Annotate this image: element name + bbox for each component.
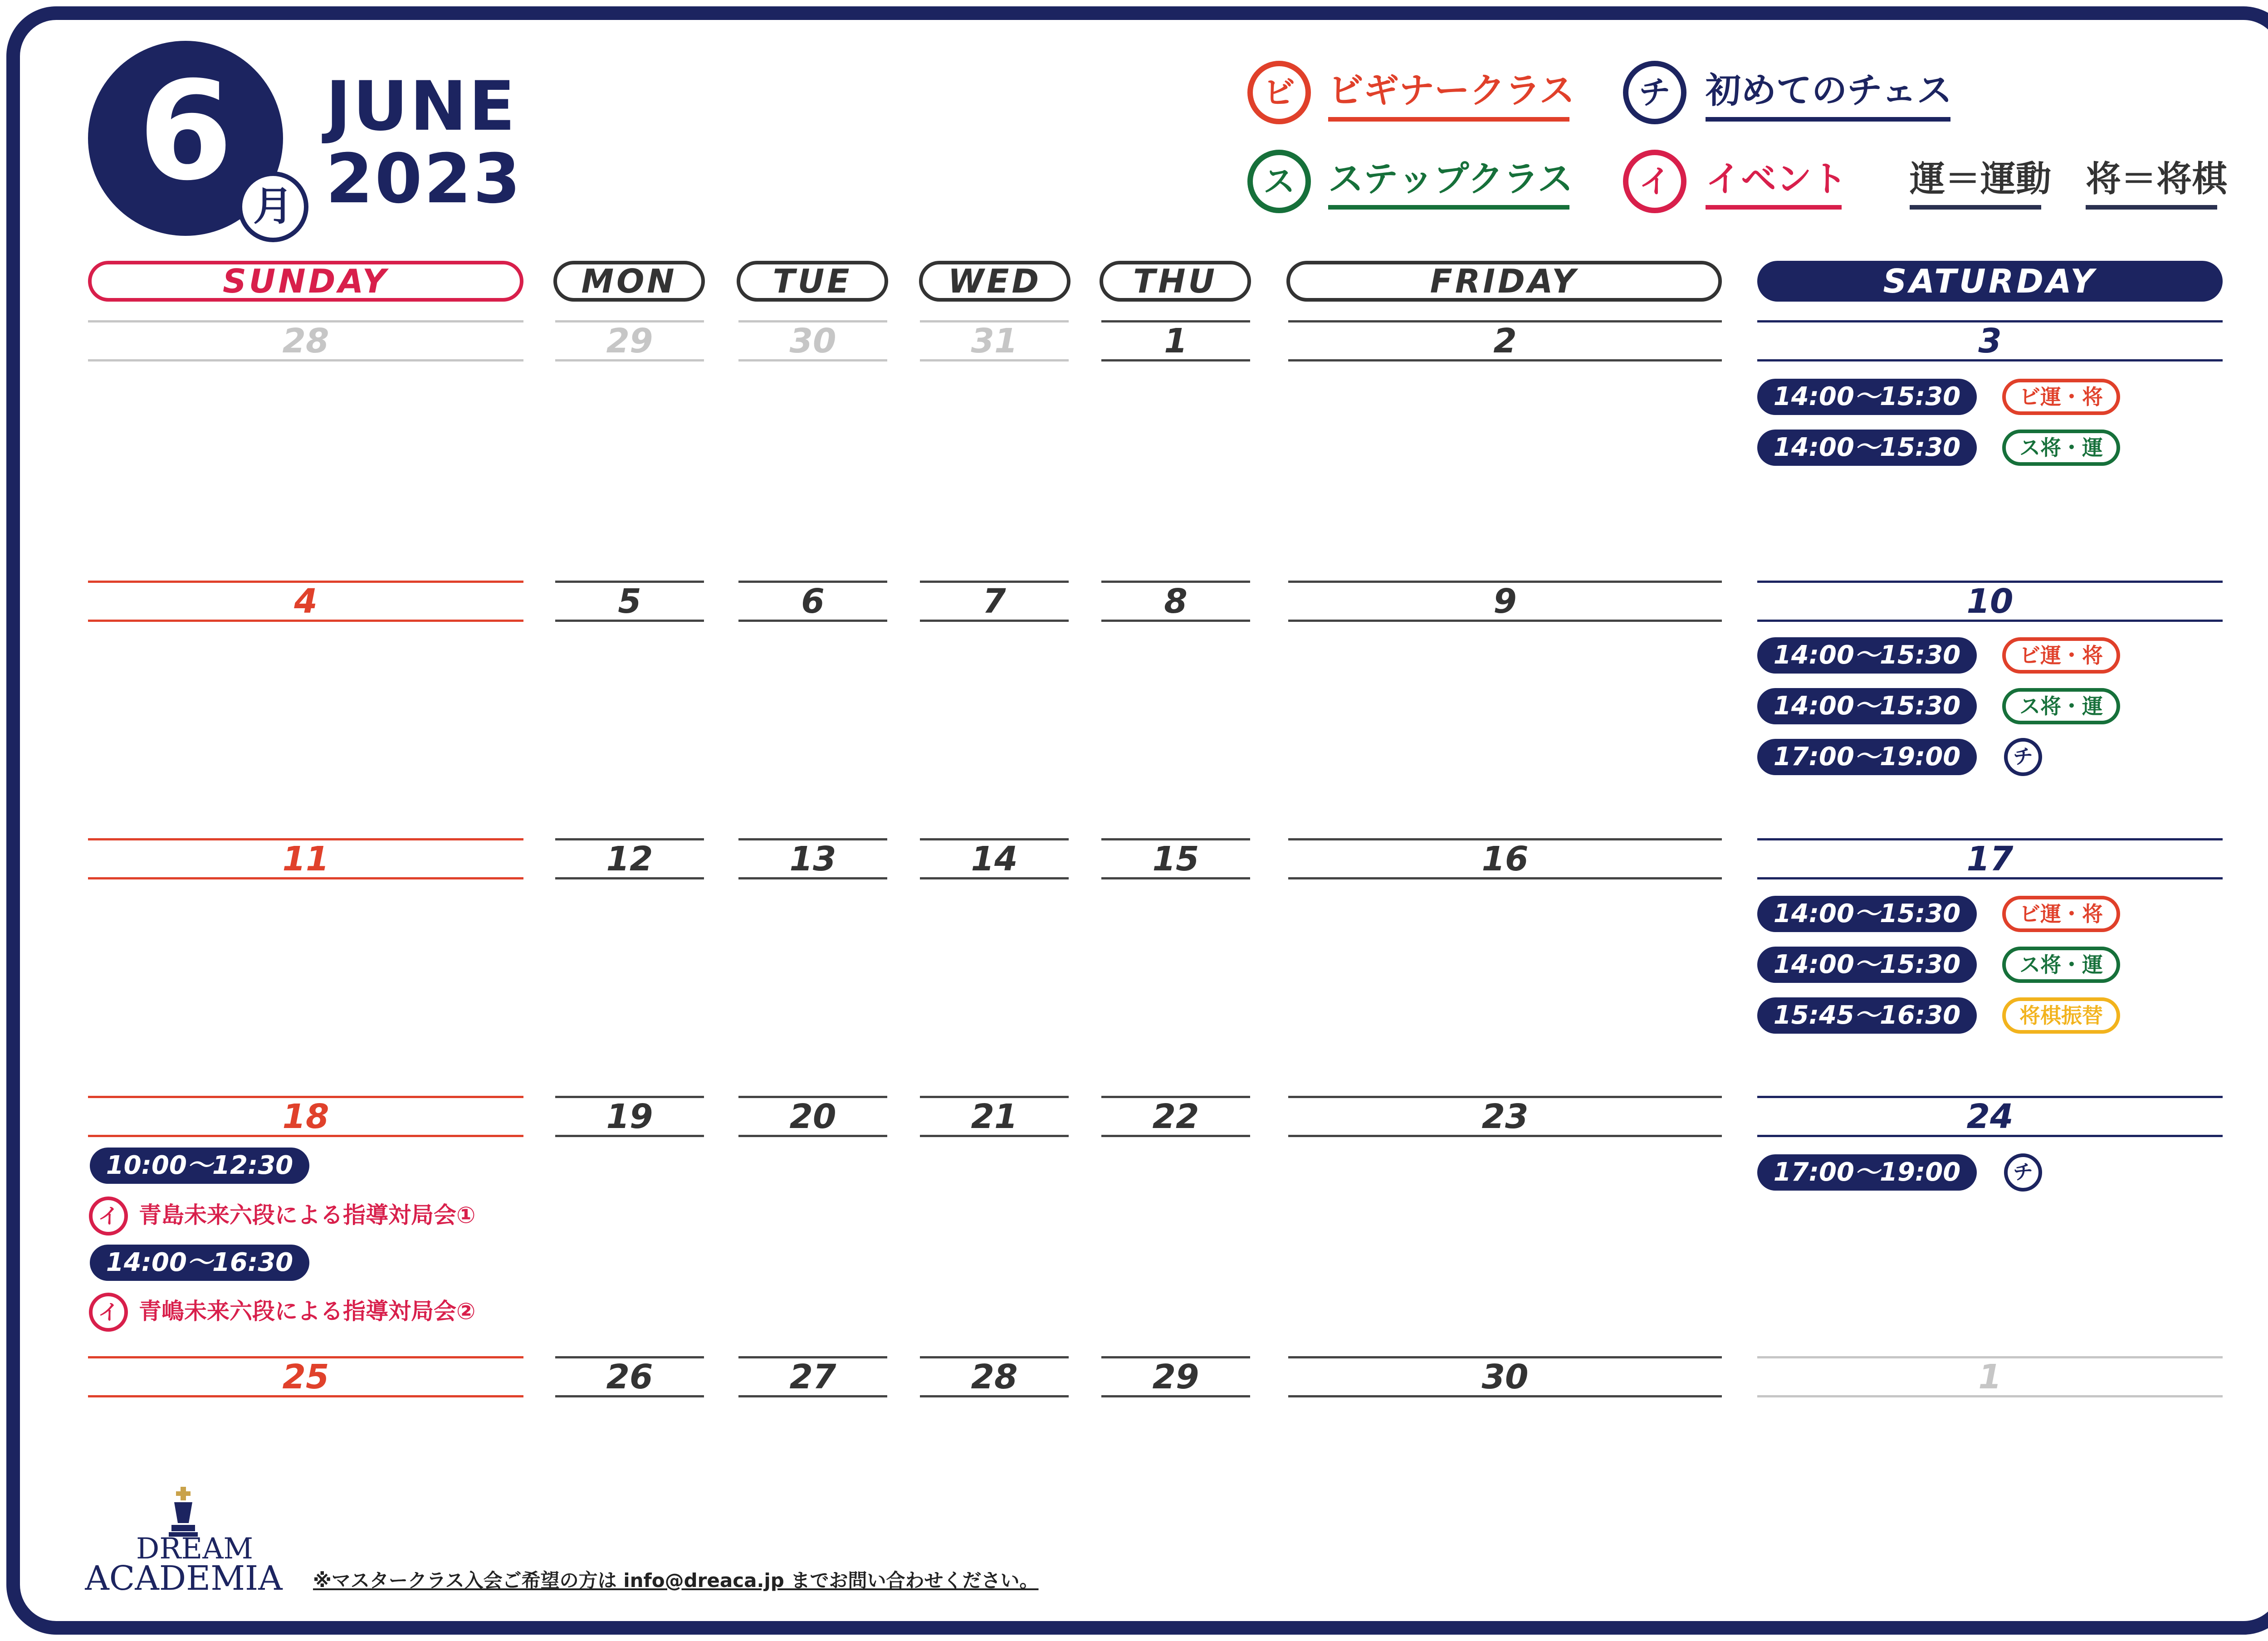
event-time: 10:00〜12:30 <box>90 1148 309 1184</box>
weekday-header-monday: MON <box>553 261 705 302</box>
weekday-header-sunday: SUNDAY <box>88 261 523 302</box>
date-number: 29 <box>1152 1358 1199 1397</box>
chess-king-logo-icon <box>168 1487 199 1537</box>
class-tag: ス将・運 <box>2002 947 2120 983</box>
date-number: 11 <box>282 840 329 879</box>
month-number: 6 <box>138 52 233 210</box>
date-number: 28 <box>971 1358 1018 1397</box>
date-number: 14 <box>971 840 1018 879</box>
event-time: 14:00〜15:30 <box>1757 637 1977 674</box>
date-number: 20 <box>789 1097 836 1136</box>
legend-step-label: ステップクラス <box>1328 159 1573 200</box>
date-number: 12 <box>606 840 653 879</box>
date-number: 28 <box>282 322 329 361</box>
event-title: 青島未来六段による指導対局会① <box>139 1202 476 1228</box>
legend-chess-label: 初めてのチェス <box>1706 70 1952 111</box>
class-tag: ス将・運 <box>2002 688 2120 724</box>
class-tag: 将棋振替 <box>2002 997 2120 1034</box>
legend-shogi-abbrev: 将＝将棋 <box>2086 159 2228 200</box>
footer-note: ※マスタークラス入会ご希望の方は info@dreaca.jp までお問い合わせください。 <box>313 1569 1039 1592</box>
event-badge-icon: イ <box>1623 150 1686 213</box>
event-time: 14:00〜15:30 <box>1757 947 1977 983</box>
legend-underline <box>1706 205 1842 210</box>
date-number: 8 <box>1164 582 1188 621</box>
date-number: 7 <box>982 582 1006 621</box>
chess-badge-icon: チ <box>1623 61 1686 124</box>
legend-underline <box>2086 205 2217 210</box>
chess-class-badge-icon: チ <box>2004 1153 2042 1192</box>
legend-underline <box>1706 117 1950 122</box>
weekday-header-saturday: SATURDAY <box>1757 261 2223 302</box>
legend-event-label: イベント <box>1706 159 1848 200</box>
date-number: 15 <box>1152 840 1199 879</box>
event-time: 14:00〜15:30 <box>1757 688 1977 724</box>
date-number: 13 <box>789 840 836 879</box>
date-number: 25 <box>282 1358 329 1397</box>
date-number: 30 <box>1481 1358 1529 1397</box>
weekday-header-wednesday: WED <box>919 261 1070 302</box>
event-time: 14:00〜16:30 <box>90 1245 309 1281</box>
date-number: 19 <box>606 1097 653 1136</box>
event-title: 青嶋未来六段による指導対局会② <box>139 1298 476 1324</box>
logo-text-dream: DREAM <box>136 1532 253 1566</box>
logo-text-academia: ACADEMIA <box>85 1559 283 1598</box>
date-number: 6 <box>801 582 825 621</box>
date-number: 27 <box>789 1358 836 1397</box>
legend-underline <box>1328 205 1569 210</box>
event-time: 15:45〜16:30 <box>1757 997 1977 1034</box>
beginner-badge-icon: ビ <box>1247 61 1311 124</box>
event-time: 14:00〜15:30 <box>1757 896 1977 932</box>
date-number: 29 <box>606 322 653 361</box>
date-number: 9 <box>1493 582 1517 621</box>
legend-beginner-label: ビギナークラス <box>1328 70 1575 111</box>
step-badge-icon: ス <box>1247 150 1311 213</box>
date-number: 4 <box>294 582 318 621</box>
date-number: 1 <box>1164 322 1188 361</box>
year: 2023 <box>326 140 523 219</box>
date-number: 10 <box>1966 582 2014 621</box>
chess-class-badge-icon: チ <box>2004 738 2042 776</box>
class-tag: ビ運・将 <box>2002 637 2120 674</box>
date-number: 23 <box>1481 1097 1529 1136</box>
weekday-header-friday: FRIDAY <box>1286 261 1722 302</box>
class-tag: ビ運・将 <box>2002 896 2120 932</box>
class-tag: ス将・運 <box>2002 430 2120 466</box>
event-time: 14:00〜15:30 <box>1757 430 1977 466</box>
date-number: 5 <box>618 582 641 621</box>
date-number: 16 <box>1481 840 1529 879</box>
weekday-header-tuesday: TUE <box>737 261 888 302</box>
date-number: 1 <box>1978 1358 2002 1397</box>
date-number: 30 <box>789 322 836 361</box>
month-name: JUNE <box>326 67 517 146</box>
legend-underline <box>1910 205 2041 210</box>
date-number: 18 <box>282 1097 329 1136</box>
weekday-header-thursday: THU <box>1100 261 1251 302</box>
date-number: 31 <box>971 322 1018 361</box>
event-time: 14:00〜15:30 <box>1757 379 1977 415</box>
date-number: 3 <box>1978 322 2002 361</box>
date-number: 26 <box>606 1358 653 1397</box>
event-time: 17:00〜19:00 <box>1757 1154 1977 1191</box>
event-time: 17:00〜19:00 <box>1757 739 1977 775</box>
date-number: 22 <box>1152 1097 1199 1136</box>
event-badge-icon: イ <box>89 1293 128 1332</box>
legend-exercise-abbrev: 運＝運動 <box>1910 159 2052 200</box>
legend-underline <box>1328 117 1569 122</box>
date-number: 17 <box>1966 840 2014 879</box>
date-number: 21 <box>971 1097 1018 1136</box>
event-badge-icon: イ <box>89 1197 128 1236</box>
date-number: 24 <box>1966 1097 2014 1136</box>
date-number: 2 <box>1493 322 1517 361</box>
class-tag: ビ運・将 <box>2002 379 2120 415</box>
month-kanji-badge: 月 <box>238 171 308 242</box>
